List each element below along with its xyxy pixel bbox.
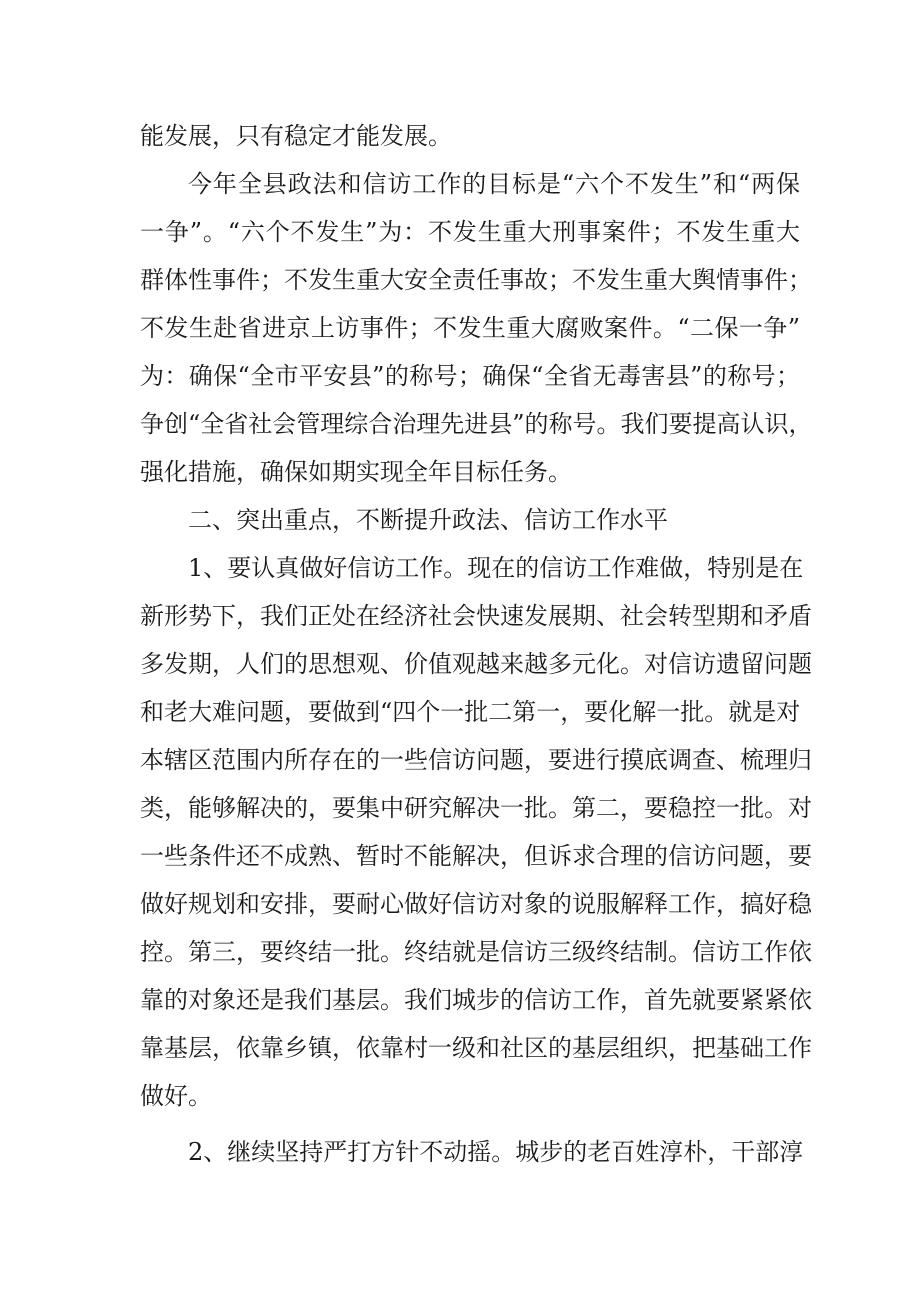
text-line: 强化措施，确保如期实现全年目标任务。 — [140, 458, 572, 486]
text-line: 为：确保“全市平安县”的称号；确保“全省无毒害县”的称号； — [140, 362, 800, 390]
section-heading: 二、突出重点，不断提升政法、信访工作水平 — [188, 506, 668, 534]
text-line: 类，能够解决的，要集中研究解决一批。第二，要稳控一批。对 — [140, 794, 812, 822]
text-line: 做好。 — [140, 1082, 212, 1110]
text-line: 靠基层，依靠乡镇，依靠村一级和社区的基层组织，把基础工作 — [140, 1034, 812, 1062]
text-line: 控。第三，要终结一批。终结就是信访三级终结制。信访工作依 — [140, 938, 812, 966]
text-line: 今年全县政法和信访工作的目标是“六个不发生”和“两保 — [188, 170, 800, 198]
text-line: 不发生赴省进京上访事件；不发生重大腐败案件。“二保一争” — [140, 314, 800, 342]
text-line: 做好规划和安排，要耐心做好信访对象的说服解释工作，搞好稳 — [140, 890, 812, 918]
text-line: 新形势下，我们正处在经济社会快速发展期、社会转型期和矛盾 — [140, 602, 812, 630]
text-line: 多发期，人们的思想观、价值观越来越多元化。对信访遗留问题 — [140, 650, 812, 678]
text-line: 本辖区范围内所存在的一些信访问题，要进行摸底调查、梳理归 — [140, 746, 812, 774]
text-line: 争创“全省社会管理综合治理先进县”的称号。我们要提高认识， — [140, 410, 813, 438]
text-line: 1、要认真做好信访工作。现在的信访工作难做，特别是在 — [188, 554, 804, 582]
text-line: 能发展，只有稳定才能发展。 — [140, 122, 452, 150]
text-line: 和老大难问题，要做到“四个一批二第一，要化解一批。就是对 — [140, 698, 801, 726]
text-line: 一争”。“六个不发生”为：不发生重大刑事案件；不发生重大 — [140, 218, 800, 246]
text-line: 2、继续坚持严打方针不动摇。城步的老百姓淳朴，干部淳 — [188, 1138, 804, 1166]
text-line: 一些条件还不成熟、暂时不能解决，但诉求合理的信访问题，要 — [140, 842, 812, 870]
text-line: 靠的对象还是我们基层。我们城步的信访工作，首先就要紧紧依 — [140, 986, 812, 1014]
text-line: 群体性事件；不发生重大安全责任事故；不发生重大舆情事件； — [140, 266, 812, 294]
